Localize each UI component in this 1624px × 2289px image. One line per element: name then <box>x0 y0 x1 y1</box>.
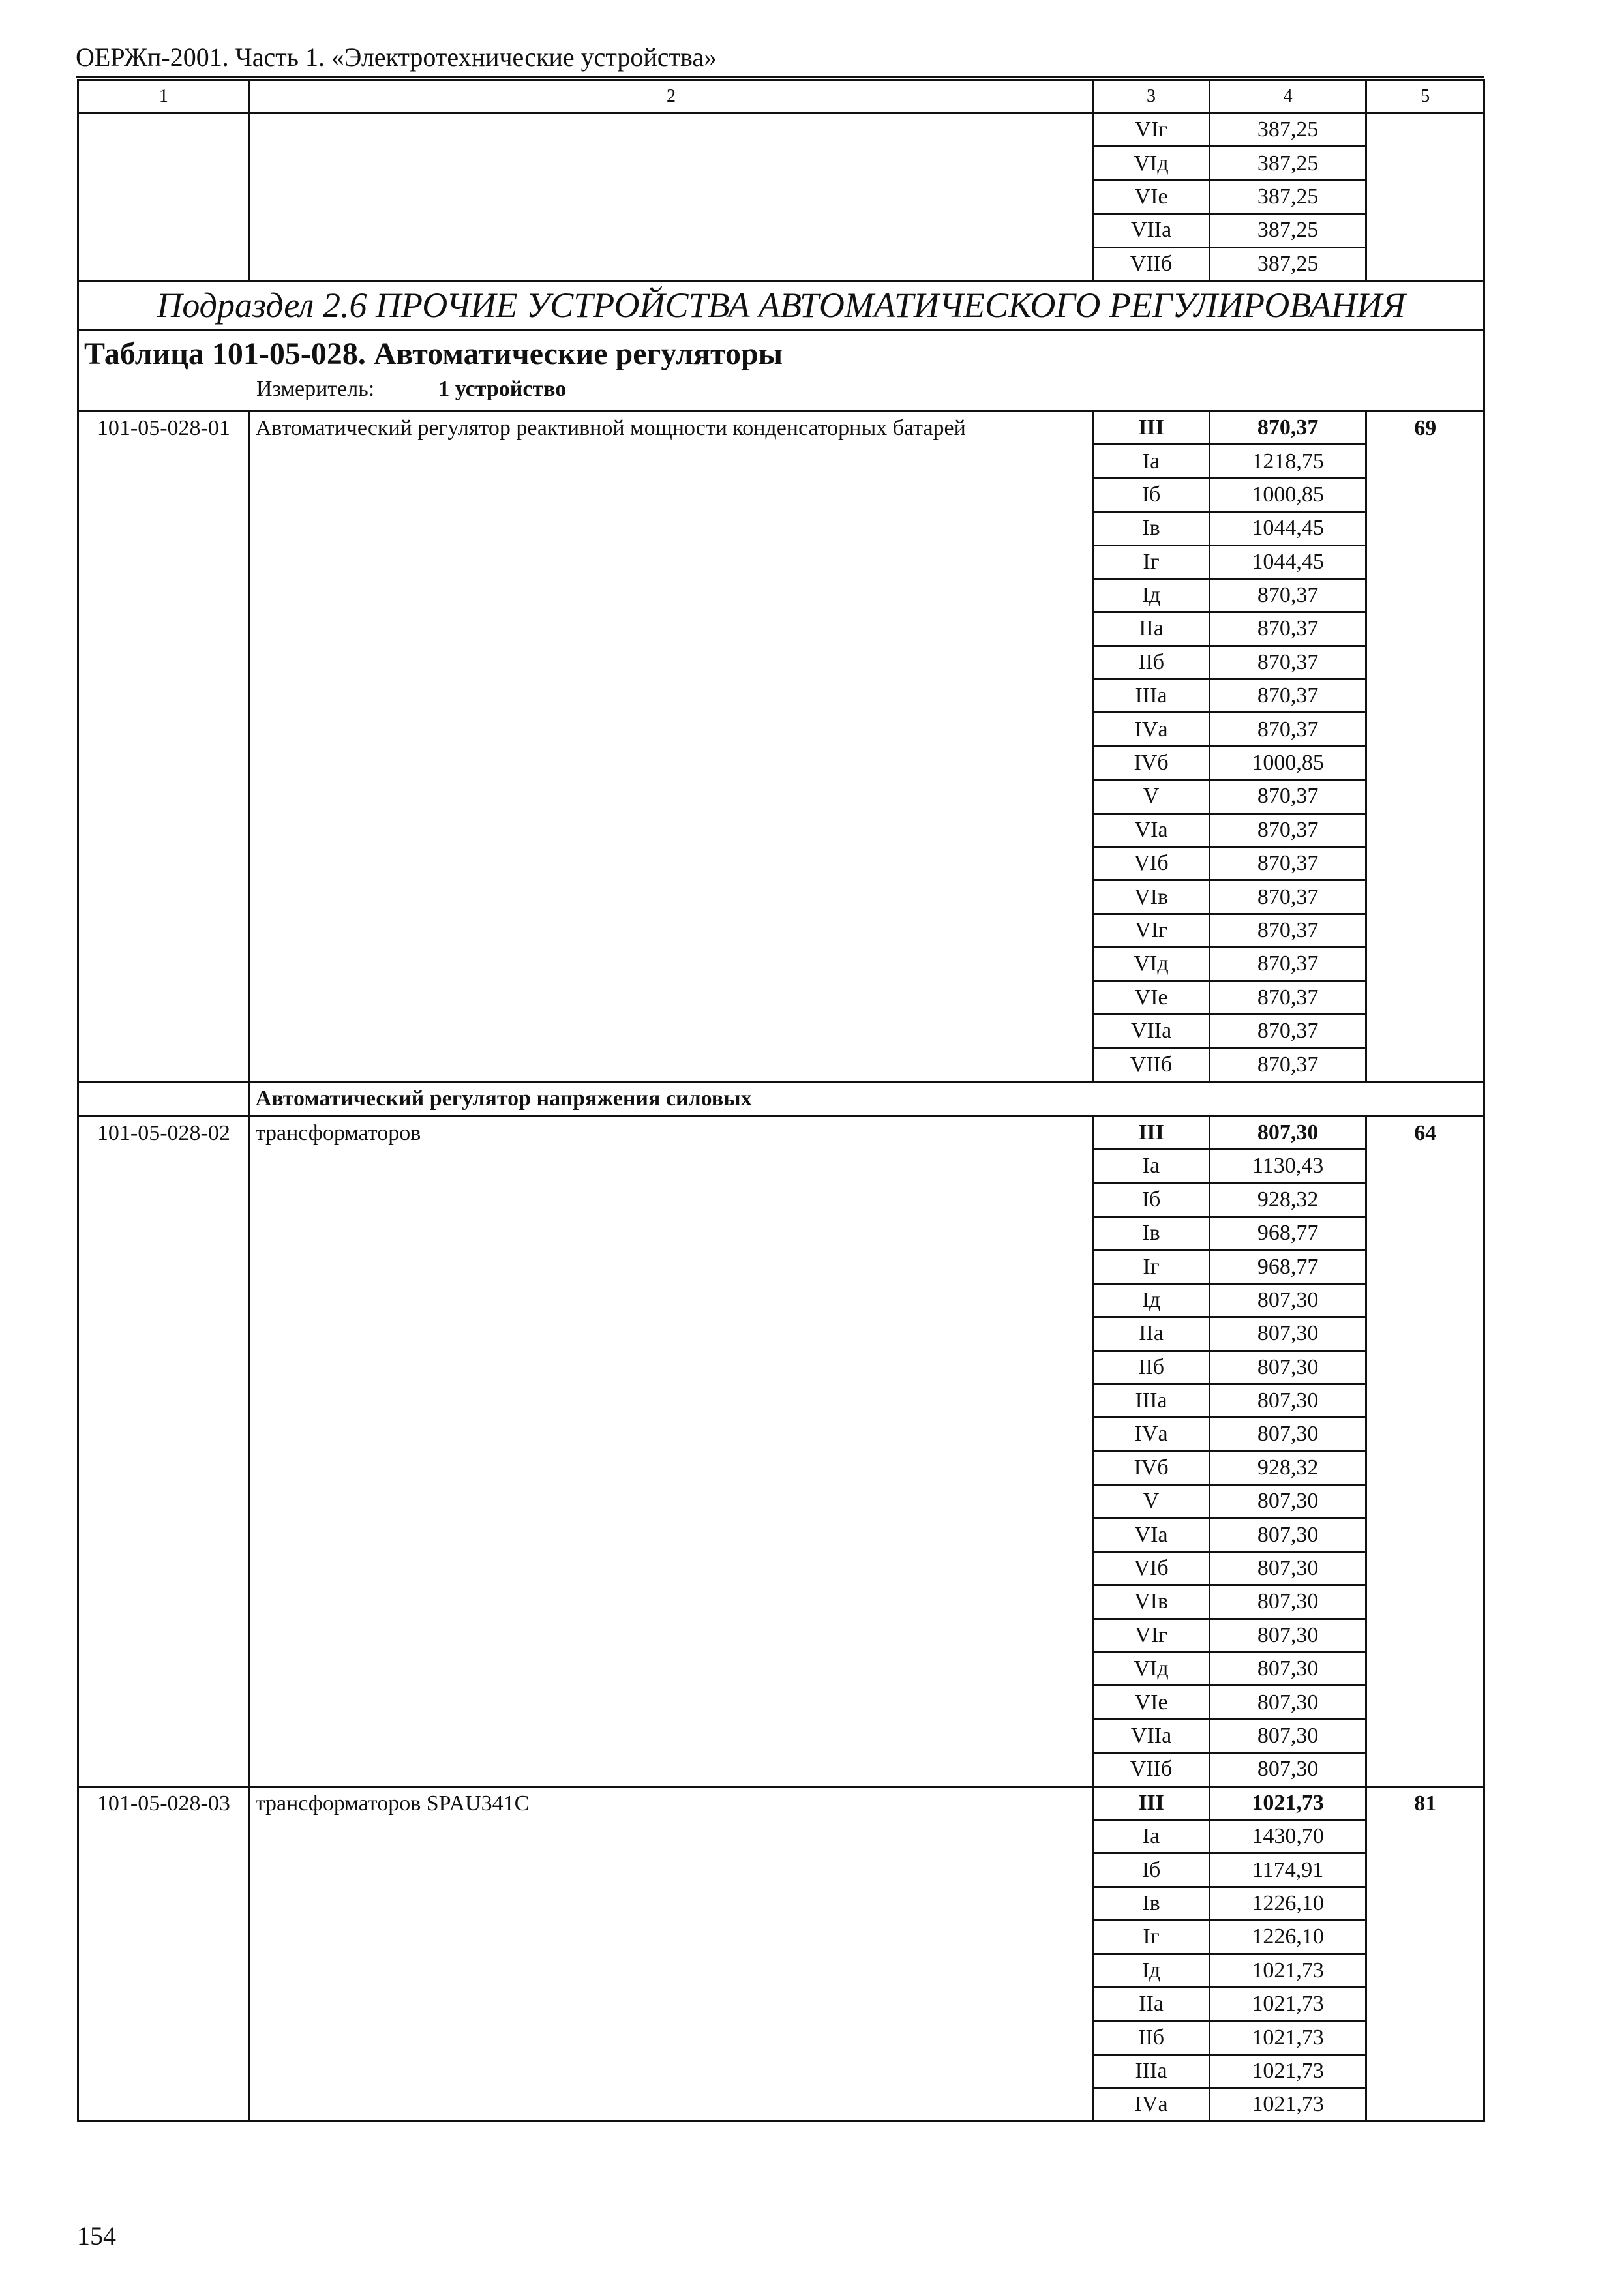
group-heading-row <box>78 1081 1484 1116</box>
zone-cell: Iа <box>1093 1819 1209 1853</box>
price-cell: 870,37 <box>1209 847 1366 880</box>
zone-cell: V <box>1093 1485 1209 1518</box>
zone-cell: IIб <box>1093 1351 1209 1384</box>
zone-cell: VIе <box>1093 981 1209 1014</box>
zone-cell: Iв <box>1093 1216 1209 1249</box>
table-title-cell <box>78 329 1484 411</box>
zone-cell: VIв <box>1093 1585 1209 1619</box>
price-cell: 870,37 <box>1209 813 1366 846</box>
price-cell: 870,37 <box>1209 411 1366 444</box>
price-cell: 1021,73 <box>1209 2054 1366 2087</box>
zone-cell: VIб <box>1093 847 1209 880</box>
column-header-4: 4 <box>1209 80 1366 113</box>
price-cell: 807,30 <box>1209 1719 1366 1752</box>
continuation-number-cell <box>1366 113 1484 281</box>
zone-cell: IIа <box>1093 1317 1209 1351</box>
price-cell: 870,37 <box>1209 713 1366 746</box>
column-header-2: 2 <box>249 80 1093 113</box>
item-code: 101-05-028-01 <box>78 411 250 1081</box>
rates-table-body <box>78 80 1484 2121</box>
price-cell: 807,30 <box>1209 1585 1366 1619</box>
price-cell: 1044,45 <box>1209 512 1366 545</box>
table-row <box>78 411 1484 444</box>
price-cell: 1226,10 <box>1209 1921 1366 1954</box>
zone-cell: IIа <box>1093 1987 1209 2020</box>
zone-cell: IIб <box>1093 646 1209 679</box>
price-cell: 387,25 <box>1209 180 1366 213</box>
price-cell: 1021,73 <box>1209 1786 1366 1819</box>
zone-cell: VIIб <box>1093 1753 1209 1786</box>
price-cell: 807,30 <box>1209 1653 1366 1686</box>
column-header-1: 1 <box>78 80 250 113</box>
zone-cell: IIIа <box>1093 1384 1209 1417</box>
price-cell: 870,37 <box>1209 981 1366 1014</box>
price-cell: 870,37 <box>1209 880 1366 914</box>
table-title: Таблица 101-05-028. Автоматические регуляторы <box>84 336 783 371</box>
price-cell: 387,25 <box>1209 147 1366 180</box>
zone-cell: V <box>1093 780 1209 813</box>
item-description: Автоматический регулятор реактивной мощности конденсаторных батарей <box>249 411 1093 1081</box>
price-cell: 1226,10 <box>1209 1887 1366 1920</box>
continuation-description-cell <box>249 113 1093 281</box>
zone-cell: VIд <box>1093 948 1209 981</box>
zone-cell: Iд <box>1093 578 1209 612</box>
column-header-3: 3 <box>1093 80 1209 113</box>
zone-cell: Iа <box>1093 1150 1209 1183</box>
zone-cell: VIв <box>1093 880 1209 914</box>
price-cell: 928,32 <box>1209 1183 1366 1216</box>
table-title-row <box>78 329 1484 411</box>
zone-cell: Iв <box>1093 1887 1209 1920</box>
continuation-row <box>78 113 1484 147</box>
zone-cell: VIа <box>1093 1518 1209 1551</box>
price-cell: 807,30 <box>1209 1518 1366 1551</box>
column-number-row <box>78 80 1484 113</box>
price-cell: 1130,43 <box>1209 1150 1366 1183</box>
price-cell: 387,25 <box>1209 113 1366 147</box>
table-row <box>78 1786 1484 1819</box>
zone-cell: IVа <box>1093 2088 1209 2121</box>
zone-cell: VIг <box>1093 113 1209 147</box>
price-cell: 1000,85 <box>1209 478 1366 511</box>
zone-cell: IIIа <box>1093 2054 1209 2087</box>
price-cell: 807,30 <box>1209 1418 1366 1451</box>
price-cell: 807,30 <box>1209 1116 1366 1149</box>
price-cell: 870,37 <box>1209 1014 1366 1047</box>
subsection-row <box>78 280 1484 329</box>
measure-line <box>79 374 1483 405</box>
price-cell: 870,37 <box>1209 680 1366 713</box>
item-description: трансформаторов SPAU341C <box>249 1786 1093 2121</box>
zone-cell: VIе <box>1093 180 1209 213</box>
zone-cell: IIIа <box>1093 680 1209 713</box>
zone-cell: Iг <box>1093 1250 1209 1283</box>
price-cell: 928,32 <box>1209 1451 1366 1484</box>
item-number: 64 <box>1366 1116 1484 1786</box>
price-cell: 807,30 <box>1209 1384 1366 1417</box>
zone-cell: Iд <box>1093 1283 1209 1317</box>
column-header-5: 5 <box>1366 80 1484 113</box>
zone-cell: III <box>1093 1786 1209 1819</box>
price-cell: 387,25 <box>1209 247 1366 280</box>
item-number: 69 <box>1366 411 1484 1081</box>
price-cell: 968,77 <box>1209 1250 1366 1283</box>
price-cell: 1000,85 <box>1209 746 1366 779</box>
measure-unit: 1 устройство <box>438 376 567 401</box>
price-cell: 1218,75 <box>1209 445 1366 478</box>
page-number: 154 <box>77 2221 116 2251</box>
price-cell: 1174,91 <box>1209 1853 1366 1887</box>
price-cell: 807,30 <box>1209 1283 1366 1317</box>
zone-cell: VIг <box>1093 914 1209 947</box>
item-number: 81 <box>1366 1786 1484 2121</box>
zone-cell: VIд <box>1093 1653 1209 1686</box>
price-cell: 1430,70 <box>1209 1819 1366 1853</box>
zone-cell: IVа <box>1093 713 1209 746</box>
price-cell: 807,30 <box>1209 1686 1366 1719</box>
rates-table <box>77 79 1485 2122</box>
header-rule <box>76 76 1484 78</box>
zone-cell: VIIб <box>1093 247 1209 280</box>
zone-cell: Iб <box>1093 1183 1209 1216</box>
price-cell: 870,37 <box>1209 1048 1366 1081</box>
zone-cell: IVб <box>1093 1451 1209 1484</box>
price-cell: 1021,73 <box>1209 2021 1366 2054</box>
price-cell: 807,30 <box>1209 1351 1366 1384</box>
zone-cell: VIIа <box>1093 1719 1209 1752</box>
price-cell: 870,37 <box>1209 780 1366 813</box>
zone-cell: Iб <box>1093 1853 1209 1887</box>
price-cell: 1021,73 <box>1209 1954 1366 1987</box>
zone-cell: Iд <box>1093 1954 1209 1987</box>
item-description: трансформаторов <box>249 1116 1093 1786</box>
group-heading-empty-code <box>78 1081 250 1116</box>
price-cell: 870,37 <box>1209 612 1366 646</box>
price-cell: 807,30 <box>1209 1485 1366 1518</box>
zone-cell: III <box>1093 1116 1209 1149</box>
zone-cell: VIе <box>1093 1686 1209 1719</box>
price-cell: 1044,45 <box>1209 545 1366 578</box>
zone-cell: VIг <box>1093 1619 1209 1652</box>
zone-cell: Iб <box>1093 478 1209 511</box>
price-cell: 807,30 <box>1209 1753 1366 1786</box>
zone-cell: VIIб <box>1093 1048 1209 1081</box>
zone-cell: Iг <box>1093 545 1209 578</box>
zone-cell: VIб <box>1093 1551 1209 1585</box>
zone-cell: III <box>1093 411 1209 444</box>
zone-cell: IVа <box>1093 1418 1209 1451</box>
zone-cell: IIа <box>1093 612 1209 646</box>
price-cell: 1021,73 <box>1209 2088 1366 2121</box>
item-code: 101-05-028-03 <box>78 1786 250 2121</box>
group-heading: Автоматический регулятор напряжения силовых <box>249 1081 1484 1116</box>
item-code: 101-05-028-02 <box>78 1116 250 1786</box>
zone-cell: VIа <box>1093 813 1209 846</box>
zone-cell: Iг <box>1093 1921 1209 1954</box>
price-cell: 1021,73 <box>1209 1987 1366 2020</box>
zone-cell: IIб <box>1093 2021 1209 2054</box>
zone-cell: IVб <box>1093 746 1209 779</box>
subsection-title: Подраздел 2.6 ПРОЧИЕ УСТРОЙСТВА АВТОМАТИЧЕСКОГО РЕГУЛИРОВАНИЯ <box>78 280 1484 329</box>
page-header-title: ОЕРЖп-2001. Часть 1. «Электротехнические устройства» <box>76 42 717 72</box>
price-cell: 870,37 <box>1209 948 1366 981</box>
price-cell: 807,30 <box>1209 1317 1366 1351</box>
zone-cell: Iв <box>1093 512 1209 545</box>
zone-cell: VIIа <box>1093 214 1209 247</box>
continuation-code-cell <box>78 113 250 281</box>
price-cell: 870,37 <box>1209 578 1366 612</box>
price-cell: 968,77 <box>1209 1216 1366 1249</box>
price-cell: 870,37 <box>1209 914 1366 947</box>
measure-label: Измеритель: <box>256 376 375 401</box>
price-cell: 870,37 <box>1209 646 1366 679</box>
price-cell: 807,30 <box>1209 1619 1366 1652</box>
zone-cell: VIIа <box>1093 1014 1209 1047</box>
zone-cell: VIд <box>1093 147 1209 180</box>
price-cell: 387,25 <box>1209 214 1366 247</box>
zone-cell: Iа <box>1093 445 1209 478</box>
table-row <box>78 1116 1484 1149</box>
price-cell: 807,30 <box>1209 1551 1366 1585</box>
